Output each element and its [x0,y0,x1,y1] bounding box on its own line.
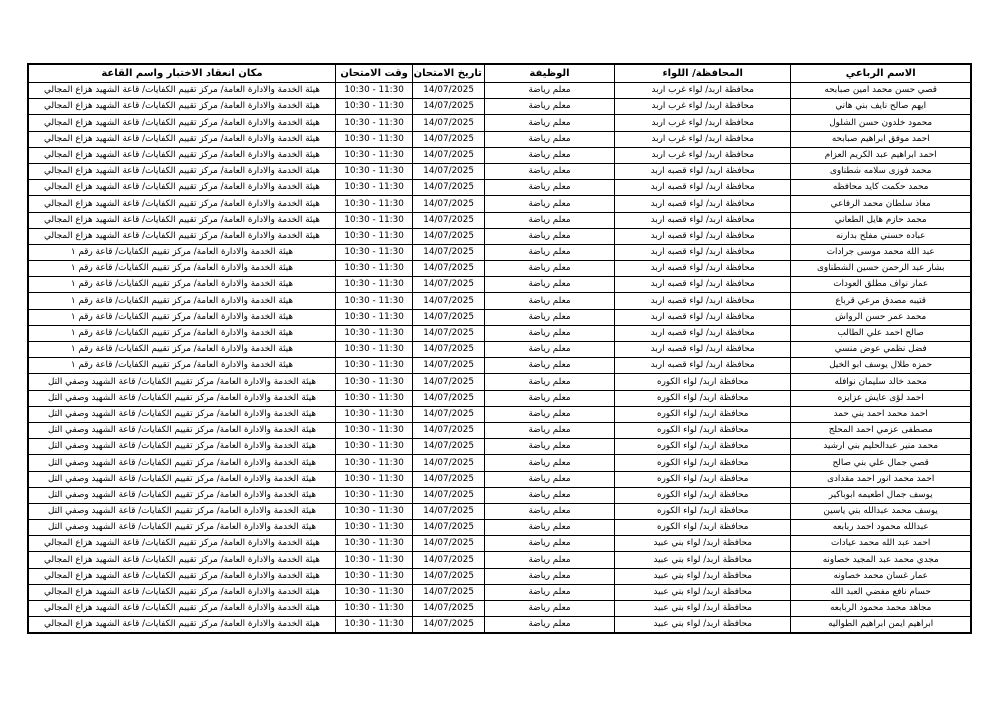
cell-name: بشار عبد الرحمن حسين الشطناوى [791,261,971,277]
cell-governorate: محافظة اربد/ لواء قصبه اربد [615,261,791,277]
cell-name: محمد خالد سليمان نوافله [791,374,971,390]
cell-governorate: محافظة اربد/ لواء الكوره [615,390,791,406]
cell-time: 10:30 - 11:30 [335,584,412,600]
exam-schedule-table [27,63,972,634]
cell-location: هيئة الخدمة والادارة العامة/ مركز تقييم الكفايات/ قاعة الشهيد هزاع المجالي [28,115,335,131]
cell-name: عمار نواف مطلق العودات [791,277,971,293]
cell-governorate: محافظة اربد/ لواء قصبه اربد [615,325,791,341]
cell-name: ابراهيم ايمن ابراهيم الطواليه [791,617,971,634]
cell-job: معلم رياضة [484,228,614,244]
cell-name: قصي حسن محمد امين صبابحه [791,83,971,99]
table-row [28,422,971,438]
cell-name: ايهم صالح نايف بني هاني [791,99,971,115]
table-row [28,617,971,634]
cell-date: 14/07/2025 [413,83,485,99]
table-row [28,325,971,341]
cell-location: هيئة الخدمة والادارة العامة/ مركز تقييم الكفايات/ قاعة الشهيد وصفي التل [28,487,335,503]
cell-job: معلم رياضة [484,115,614,131]
cell-job: معلم رياضة [484,503,614,519]
cell-date: 14/07/2025 [413,358,485,374]
cell-time: 10:30 - 11:30 [335,163,412,179]
cell-time: 10:30 - 11:30 [335,325,412,341]
cell-location: هيئة الخدمة والادارة العامة/ مركز تقييم الكفايات/ قاعة الشهيد وصفي التل [28,406,335,422]
cell-date: 14/07/2025 [413,277,485,293]
cell-time: 10:30 - 11:30 [335,471,412,487]
cell-governorate: محافظة اربد/ لواء بني عبيد [615,601,791,617]
table-row [28,261,971,277]
table-row [28,455,971,471]
cell-time: 10:30 - 11:30 [335,131,412,147]
cell-job: معلم رياضة [484,552,614,568]
cell-location: هيئة الخدمة والادارة العامة/ مركز تقييم الكفايات/ قاعة الشهيد هزاع المجالي [28,228,335,244]
cell-time: 10:30 - 11:30 [335,180,412,196]
table-row [28,83,971,99]
cell-time: 10:30 - 11:30 [335,520,412,536]
cell-governorate: محافظة اربد/ لواء قصبه اربد [615,212,791,228]
cell-name: صالح احمد علي الطالب [791,325,971,341]
cell-governorate: محافظة اربد/ لواء الكوره [615,439,791,455]
cell-location: هيئة الخدمة والادارة العامة/ مركز تقييم الكفايات/ قاعة الشهيد هزاع المجالي [28,180,335,196]
cell-time: 10:30 - 11:30 [335,374,412,390]
cell-governorate: محافظة اربد/ لواء الكوره [615,455,791,471]
header-job: الوظيفة [484,64,614,83]
cell-time: 10:30 - 11:30 [335,99,412,115]
cell-time: 10:30 - 11:30 [335,406,412,422]
table-row [28,503,971,519]
cell-location: هيئة الخدمة والادارة العامة/ مركز تقييم الكفايات/ قاعة رقم ١ [28,309,335,325]
table-row [28,342,971,358]
cell-date: 14/07/2025 [413,422,485,438]
cell-job: معلم رياضة [484,277,614,293]
cell-time: 10:30 - 11:30 [335,147,412,163]
cell-location: هيئة الخدمة والادارة العامة/ مركز تقييم الكفايات/ قاعة الشهيد هزاع المجالي [28,212,335,228]
table-header [28,64,971,83]
cell-date: 14/07/2025 [413,131,485,147]
cell-job: معلم رياضة [484,471,614,487]
table-row [28,244,971,260]
cell-time: 10:30 - 11:30 [335,536,412,552]
cell-name: احمد عبد الله محمد عيادات [791,536,971,552]
cell-date: 14/07/2025 [413,406,485,422]
cell-name: احمد محمد احمد بني حمد [791,406,971,422]
cell-date: 14/07/2025 [413,568,485,584]
cell-location: هيئة الخدمة والادارة العامة/ مركز تقييم الكفايات/ قاعة الشهيد هزاع المجالي [28,617,335,634]
cell-governorate: محافظة اربد/ لواء بني عبيد [615,617,791,634]
table-row [28,487,971,503]
cell-job: معلم رياضة [484,584,614,600]
cell-location: هيئة الخدمة والادارة العامة/ مركز تقييم الكفايات/ قاعة رقم ١ [28,358,335,374]
table-row [28,601,971,617]
cell-governorate: محافظة اربد/ لواء غرب اربد [615,99,791,115]
cell-name: محمد عمر حسن الرواش [791,309,971,325]
cell-date: 14/07/2025 [413,471,485,487]
cell-governorate: محافظة اربد/ لواء قصبه اربد [615,180,791,196]
cell-location: هيئة الخدمة والادارة العامة/ مركز تقييم الكفايات/ قاعة رقم ١ [28,325,335,341]
cell-location: هيئة الخدمة والادارة العامة/ مركز تقييم الكفايات/ قاعة الشهيد هزاع المجالي [28,163,335,179]
table-row [28,196,971,212]
cell-governorate: محافظة اربد/ لواء غرب اربد [615,83,791,99]
cell-location: هيئة الخدمة والادارة العامة/ مركز تقييم الكفايات/ قاعة الشهيد هزاع المجالي [28,552,335,568]
cell-job: معلم رياضة [484,536,614,552]
cell-date: 14/07/2025 [413,374,485,390]
cell-time: 10:30 - 11:30 [335,455,412,471]
header-date: تاريخ الامتحان [413,64,485,83]
header-row [28,64,971,83]
header-name: الاسم الرباعي [791,64,971,83]
cell-location: هيئة الخدمة والادارة العامة/ مركز تقييم الكفايات/ قاعة الشهيد وصفي التل [28,374,335,390]
cell-time: 10:30 - 11:30 [335,261,412,277]
cell-job: معلم رياضة [484,342,614,358]
header-time: وقت الامتحان [335,64,412,83]
cell-date: 14/07/2025 [413,584,485,600]
cell-date: 14/07/2025 [413,212,485,228]
cell-date: 14/07/2025 [413,293,485,309]
cell-location: هيئة الخدمة والادارة العامة/ مركز تقييم الكفايات/ قاعة الشهيد هزاع المجالي [28,536,335,552]
cell-job: معلم رياضة [484,83,614,99]
cell-job: معلم رياضة [484,261,614,277]
cell-job: معلم رياضة [484,293,614,309]
cell-job: معلم رياضة [484,487,614,503]
cell-location: هيئة الخدمة والادارة العامة/ مركز تقييم الكفايات/ قاعة الشهيد هزاع المجالي [28,99,335,115]
cell-time: 10:30 - 11:30 [335,293,412,309]
cell-job: معلم رياضة [484,520,614,536]
cell-location: هيئة الخدمة والادارة العامة/ مركز تقييم الكفايات/ قاعة الشهيد وصفي التل [28,390,335,406]
cell-name: عمار غسان محمد خصاونه [791,568,971,584]
table-row [28,536,971,552]
cell-date: 14/07/2025 [413,342,485,358]
cell-date: 14/07/2025 [413,325,485,341]
cell-governorate: محافظة اربد/ لواء قصبه اربد [615,309,791,325]
cell-governorate: محافظة اربد/ لواء قصبه اربد [615,342,791,358]
cell-job: معلم رياضة [484,617,614,634]
cell-time: 10:30 - 11:30 [335,439,412,455]
cell-job: معلم رياضة [484,244,614,260]
cell-location: هيئة الخدمة والادارة العامة/ مركز تقييم الكفايات/ قاعة الشهيد وصفي التل [28,422,335,438]
cell-governorate: محافظة اربد/ لواء بني عبيد [615,568,791,584]
table-row [28,180,971,196]
cell-time: 10:30 - 11:30 [335,212,412,228]
cell-job: معلم رياضة [484,358,614,374]
cell-governorate: محافظة اربد/ لواء بني عبيد [615,584,791,600]
cell-time: 10:30 - 11:30 [335,244,412,260]
cell-name: قصي جمال علي بني صالح [791,455,971,471]
cell-governorate: محافظة اربد/ لواء الكوره [615,503,791,519]
cell-location: هيئة الخدمة والادارة العامة/ مركز تقييم الكفايات/ قاعة رقم ١ [28,244,335,260]
cell-governorate: محافظة اربد/ لواء بني عبيد [615,536,791,552]
cell-governorate: محافظة اربد/ لواء الكوره [615,422,791,438]
cell-time: 10:30 - 11:30 [335,552,412,568]
cell-location: هيئة الخدمة والادارة العامة/ مركز تقييم الكفايات/ قاعة رقم ١ [28,277,335,293]
cell-governorate: محافظة اربد/ لواء قصبه اربد [615,228,791,244]
table-row [28,228,971,244]
cell-location: هيئة الخدمة والادارة العامة/ مركز تقييم الكفايات/ قاعة رقم ١ [28,342,335,358]
cell-name: قتيبه مصدق مرعي قرباع [791,293,971,309]
cell-date: 14/07/2025 [413,617,485,634]
cell-date: 14/07/2025 [413,115,485,131]
cell-date: 14/07/2025 [413,244,485,260]
table-row [28,212,971,228]
cell-date: 14/07/2025 [413,147,485,163]
table-row [28,584,971,600]
cell-location: هيئة الخدمة والادارة العامة/ مركز تقييم الكفايات/ قاعة الشهيد هزاع المجالي [28,196,335,212]
table-row [28,471,971,487]
cell-name: مجاهد محمد محمود الربابعه [791,601,971,617]
cell-date: 14/07/2025 [413,601,485,617]
cell-name: محمد منير عبدالحليم بني ارشيد [791,439,971,455]
cell-name: حسام نافع مفضي العبد الله [791,584,971,600]
cell-location: هيئة الخدمة والادارة العامة/ مركز تقييم الكفايات/ قاعة رقم ١ [28,293,335,309]
cell-governorate: محافظة اربد/ لواء قصبه اربد [615,244,791,260]
cell-date: 14/07/2025 [413,163,485,179]
cell-job: معلم رياضة [484,131,614,147]
cell-job: معلم رياضة [484,406,614,422]
cell-time: 10:30 - 11:30 [335,487,412,503]
cell-location: هيئة الخدمة والادارة العامة/ مركز تقييم الكفايات/ قاعة الشهيد هزاع المجالي [28,568,335,584]
cell-date: 14/07/2025 [413,487,485,503]
cell-governorate: محافظة اربد/ لواء غرب اربد [615,131,791,147]
table-row [28,99,971,115]
cell-time: 10:30 - 11:30 [335,358,412,374]
cell-name: احمد محمد انور احمد مقدادى [791,471,971,487]
cell-date: 14/07/2025 [413,520,485,536]
cell-location: هيئة الخدمة والادارة العامة/ مركز تقييم الكفايات/ قاعة الشهيد هزاع المجالي [28,147,335,163]
cell-job: معلم رياضة [484,212,614,228]
cell-job: معلم رياضة [484,180,614,196]
cell-name: يوسف محمد عبدالله بني ياسين [791,503,971,519]
cell-governorate: محافظة اربد/ لواء قصبه اربد [615,277,791,293]
cell-time: 10:30 - 11:30 [335,196,412,212]
cell-job: معلم رياضة [484,390,614,406]
cell-time: 10:30 - 11:30 [335,115,412,131]
table-row [28,552,971,568]
cell-location: هيئة الخدمة والادارة العامة/ مركز تقييم الكفايات/ قاعة الشهيد وصفي التل [28,439,335,455]
cell-location: هيئة الخدمة والادارة العامة/ مركز تقييم الكفايات/ قاعة الشهيد هزاع المجالي [28,131,335,147]
cell-location: هيئة الخدمة والادارة العامة/ مركز تقييم الكفايات/ قاعة الشهيد وصفي التل [28,503,335,519]
cell-governorate: محافظة اربد/ لواء قصبه اربد [615,358,791,374]
cell-location: هيئة الخدمة والادارة العامة/ مركز تقييم الكفايات/ قاعة الشهيد هزاع المجالي [28,584,335,600]
cell-name: عبدالله محمود احمد ربابعه [791,520,971,536]
table-row [28,131,971,147]
table-row [28,358,971,374]
table-row [28,439,971,455]
cell-governorate: محافظة اربد/ لواء بني عبيد [615,552,791,568]
cell-governorate: محافظة اربد/ لواء قصبه اربد [615,163,791,179]
cell-location: هيئة الخدمة والادارة العامة/ مركز تقييم الكفايات/ قاعة الشهيد وصفي التل [28,455,335,471]
table-row [28,309,971,325]
header-governorate: المحافظة/ اللواء [615,64,791,83]
cell-date: 14/07/2025 [413,196,485,212]
cell-name: احمد ابراهيم عبد الكريم العزام [791,147,971,163]
cell-governorate: محافظة اربد/ لواء غرب اربد [615,147,791,163]
cell-date: 14/07/2025 [413,99,485,115]
cell-governorate: محافظة اربد/ لواء الكوره [615,406,791,422]
cell-date: 14/07/2025 [413,503,485,519]
cell-location: هيئة الخدمة والادارة العامة/ مركز تقييم الكفايات/ قاعة رقم ١ [28,261,335,277]
cell-name: محمد فوزى سلامه شطناوى [791,163,971,179]
table-row [28,293,971,309]
cell-job: معلم رياضة [484,99,614,115]
cell-governorate: محافظة اربد/ لواء الكوره [615,487,791,503]
cell-time: 10:30 - 11:30 [335,277,412,293]
cell-job: معلم رياضة [484,325,614,341]
table-row [28,277,971,293]
cell-governorate: محافظة اربد/ لواء الكوره [615,374,791,390]
cell-governorate: محافظة اربد/ لواء الكوره [615,471,791,487]
cell-date: 14/07/2025 [413,536,485,552]
cell-name: احمد موفق ابراهيم صبابحه [791,131,971,147]
cell-job: معلم رياضة [484,309,614,325]
cell-name: عبد الله محمد موسى جرادات [791,244,971,260]
cell-job: معلم رياضة [484,601,614,617]
cell-governorate: محافظة اربد/ لواء قصبه اربد [615,293,791,309]
cell-time: 10:30 - 11:30 [335,309,412,325]
cell-name: فضل نظمي عوض منسي [791,342,971,358]
table-row [28,406,971,422]
cell-name: محمد حازم هايل الطعاني [791,212,971,228]
cell-job: معلم رياضة [484,455,614,471]
cell-job: معلم رياضة [484,422,614,438]
cell-name: مصطفى عزمي احمد المحلج [791,422,971,438]
cell-job: معلم رياضة [484,147,614,163]
cell-name: عباده حسني مفلح بدارنه [791,228,971,244]
cell-date: 14/07/2025 [413,228,485,244]
cell-date: 14/07/2025 [413,390,485,406]
cell-name: معاذ سلطان محمد الرفاعي [791,196,971,212]
cell-name: يوسف جمال اطعيمه ابوباكير [791,487,971,503]
cell-name: محمود خلدون حسن الشلول [791,115,971,131]
cell-job: معلم رياضة [484,163,614,179]
cell-job: معلم رياضة [484,439,614,455]
cell-time: 10:30 - 11:30 [335,422,412,438]
cell-date: 14/07/2025 [413,180,485,196]
cell-location: هيئة الخدمة والادارة العامة/ مركز تقييم الكفايات/ قاعة الشهيد هزاع المجالي [28,601,335,617]
cell-time: 10:30 - 11:30 [335,228,412,244]
cell-date: 14/07/2025 [413,261,485,277]
header-location: مكان انعقاد الاختبار واسم القاعة [28,64,335,83]
table-row [28,115,971,131]
cell-job: معلم رياضة [484,568,614,584]
cell-job: معلم رياضة [484,374,614,390]
cell-job: معلم رياضة [484,196,614,212]
table-row [28,390,971,406]
table-row [28,163,971,179]
cell-name: احمد لؤى عايش عزايزه [791,390,971,406]
cell-location: هيئة الخدمة والادارة العامة/ مركز تقييم الكفايات/ قاعة الشهيد هزاع المجالي [28,83,335,99]
cell-governorate: محافظة اربد/ لواء قصبه اربد [615,196,791,212]
cell-name: مجدي محمد عبد المجيد خصاونه [791,552,971,568]
cell-time: 10:30 - 11:30 [335,568,412,584]
cell-date: 14/07/2025 [413,552,485,568]
table-row [28,520,971,536]
cell-location: هيئة الخدمة والادارة العامة/ مركز تقييم الكفايات/ قاعة الشهيد وصفي التل [28,471,335,487]
table-row [28,147,971,163]
cell-time: 10:30 - 11:30 [335,83,412,99]
cell-time: 10:30 - 11:30 [335,342,412,358]
table-row [28,568,971,584]
cell-date: 14/07/2025 [413,439,485,455]
exam-table-body [28,83,971,634]
cell-time: 10:30 - 11:30 [335,503,412,519]
cell-governorate: محافظة اربد/ لواء غرب اربد [615,115,791,131]
cell-date: 14/07/2025 [413,455,485,471]
cell-name: محمد حكمت كايد محافظه [791,180,971,196]
cell-governorate: محافظة اربد/ لواء الكوره [615,520,791,536]
cell-name: حمزه طلال يوسف ابو الخيل [791,358,971,374]
cell-time: 10:30 - 11:30 [335,390,412,406]
cell-date: 14/07/2025 [413,309,485,325]
cell-location: هيئة الخدمة والادارة العامة/ مركز تقييم الكفايات/ قاعة الشهيد وصفي التل [28,520,335,536]
cell-time: 10:30 - 11:30 [335,601,412,617]
table-row [28,374,971,390]
cell-time: 10:30 - 11:30 [335,617,412,634]
